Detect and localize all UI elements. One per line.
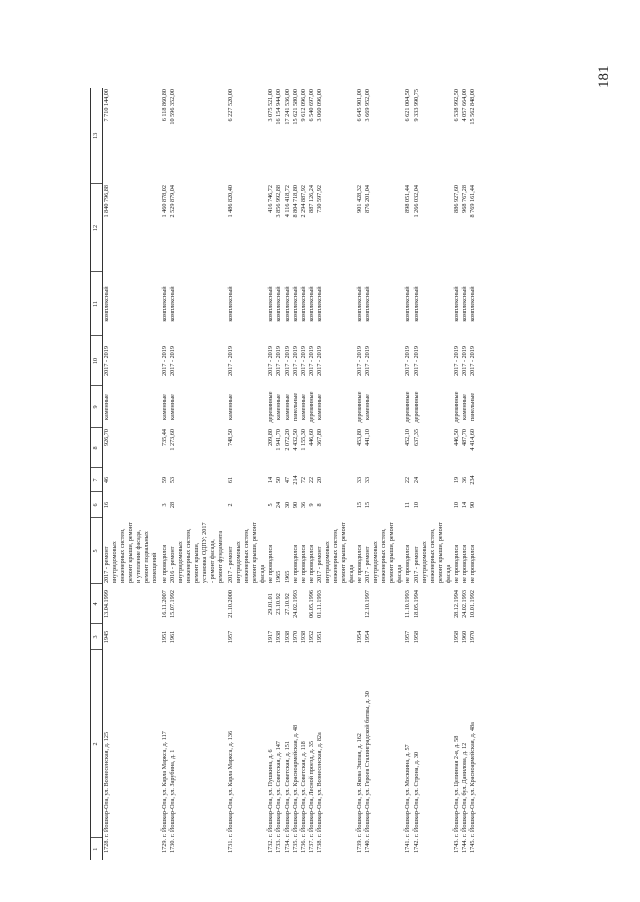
table-cell: не проводился (291, 544, 299, 583)
table-cell: 1917 (267, 630, 275, 644)
table-cell: комплексный (307, 286, 315, 322)
table-cell: 22 (404, 476, 412, 484)
table-cell: не проводился (356, 544, 364, 583)
table-cell: 1 155,30 (299, 429, 307, 451)
table-cell: 9 333 990,75 (412, 89, 420, 122)
table-cell: 1951 (315, 630, 323, 644)
table-cell: 2017 - 2019 (356, 346, 364, 376)
table-cell: 24.02.1993 (460, 590, 468, 618)
table-cell: г. Йошкар-Ола, ул. Вознесенская, д. 125 (103, 731, 110, 837)
table-cell: 18.05.1994 (412, 590, 420, 618)
table-cell: 901 428,32 (356, 185, 364, 213)
table-cell: 234 (468, 475, 476, 485)
column-header: 5 (91, 518, 103, 584)
table-cell: 22 (307, 476, 315, 484)
table-cell: 1958 (452, 630, 460, 644)
table-cell: панельные (468, 392, 476, 422)
table-cell: 2 294 887,92 (299, 185, 307, 218)
table-cell: 13.04.1999 (103, 590, 110, 618)
table-cell: 2017 - 2019 (283, 346, 291, 376)
table-cell: 28 (169, 501, 177, 509)
table-cell: 2017 - 2019 (468, 346, 476, 376)
table-cell: 968 767,28 (460, 185, 468, 213)
table-cell: не проводился (404, 544, 412, 583)
column-header: 4 (91, 584, 103, 624)
table-cell: 6 645 901,00 (356, 89, 364, 122)
table-cell: г. Йошкар-Ола, ул. Москвина, д. 57 (404, 744, 412, 837)
table-cell: не проводился (468, 544, 476, 583)
table-cell: 1731. (227, 839, 235, 853)
table-cell: 6 118 860,80 (161, 89, 168, 122)
table-cell: каменные (169, 394, 177, 420)
table-cell: 1945 (103, 630, 110, 644)
table-cell: 47 (283, 476, 291, 484)
table-cell: 6 227 520,00 (227, 89, 235, 122)
table-cell: 9 612 096,00 (299, 89, 307, 122)
table-cell: 10.01.1992 (468, 590, 476, 618)
table-cell: 24 (412, 476, 420, 484)
column-header: 8 (91, 428, 103, 468)
table-cell: 15.07.1992 (169, 590, 177, 618)
table-cell: каменные (364, 394, 372, 420)
table-cell: 4 057 664,00 (460, 89, 468, 122)
table-cell: 33 (364, 476, 372, 484)
table-cell: 1965 (275, 570, 283, 583)
table-cell: деревянные (267, 391, 275, 423)
table-cell: каменные (227, 394, 235, 420)
table-cell: 9 (307, 503, 315, 507)
table-row (292, 88, 300, 860)
table-cell: 21.10.2000 (227, 590, 235, 618)
table-cell: 1734. (283, 839, 291, 853)
table-cell: 730 597,92 (315, 185, 323, 213)
column-header: 12 (91, 184, 103, 272)
table-cell: 90 (468, 501, 476, 509)
table-cell: 1960 (460, 630, 468, 644)
table-cell: 1938 (275, 630, 283, 644)
table-cell: 4 414,60 (468, 429, 476, 451)
table-cell: деревянные (404, 391, 412, 423)
table-cell: 16.11.2007 (161, 590, 168, 618)
table-cell: 1739. (356, 839, 364, 853)
table-cell: комплексный (364, 286, 372, 322)
table-cell: 36 (299, 501, 307, 509)
table-cell: 33 (356, 476, 364, 484)
table-cell: 2017 - ремонт внутридомовых инженерных систем, ремонт крыши, ремонт фасада (227, 522, 267, 583)
table-cell: 1733. (275, 839, 283, 853)
table-cell: 10 (452, 501, 460, 509)
table-cell: 1738. (315, 839, 323, 853)
table-cell: 30 (283, 501, 291, 509)
table-cell: 72 (299, 476, 307, 484)
table-cell: 2017 - 2019 (291, 346, 299, 376)
table-cell: панельные (291, 392, 299, 422)
table-cell: комплексный (299, 286, 307, 322)
table-cell: комплексный (267, 286, 275, 322)
column-header: 2 (91, 650, 103, 838)
table-cell: 1737. (307, 839, 315, 853)
table-cell: 1732. (267, 839, 275, 853)
table-cell: комплексный (468, 286, 476, 322)
table-row (413, 88, 453, 860)
table-cell: 15 (356, 501, 364, 509)
table-cell: 446,60 (307, 429, 315, 447)
table-cell: 209,80 (267, 429, 275, 447)
table-row (275, 88, 283, 860)
table-row (284, 88, 292, 860)
table-cell: 2016 - ремонт внутридомовых инженерных систем, ремонт крыши, установка ОДПУ; 2017 - ремонт фасада, ремонт фундамента (169, 522, 225, 583)
table-cell: 61 (227, 476, 235, 484)
table-body (103, 88, 478, 860)
table-row (103, 88, 162, 860)
table-cell: г. Йошкар-Ола, ул. Красноармейская, д. 48а (468, 722, 476, 837)
table-cell: 2017 - ремонт внутридомовых инженерных систем, ремонт крыши, ремонт фасада (364, 522, 404, 583)
table-cell: 416 746,72 (267, 185, 275, 213)
table-cell: 2017 - 2019 (161, 346, 168, 376)
table-cell: каменные (275, 394, 283, 420)
table-cell: 16 (103, 501, 110, 509)
table-cell: г. Йошкар-Ола, ул. Советская, д. 118 (299, 741, 307, 837)
table-cell: 1 941,70 (275, 429, 283, 451)
table-cell: 17 241 536,00 (283, 89, 291, 125)
table-cell: 1 460 878,02 (161, 185, 168, 218)
table-cell: 1952 (307, 630, 315, 644)
table-row (364, 88, 404, 860)
table-cell: г. Йошкар-Ола, бул. Данилова, д. 12 (460, 742, 468, 837)
table-cell: комплексный (315, 286, 323, 322)
table-cell: 2017 - 2019 (169, 346, 177, 376)
table-cell: 1744. (460, 839, 468, 853)
table-cell: 1745. (468, 839, 476, 853)
table-cell: 1961 (169, 630, 177, 644)
table-cell: г. Йошкар-Ола, ул. Якова Эшпая, д. 162 (356, 733, 364, 837)
column-header: 11 (91, 272, 103, 336)
table-row (316, 88, 356, 860)
table-cell: комплексный (460, 286, 468, 322)
table-cell: деревянные (356, 391, 364, 423)
table-cell: 06.05.1996 (307, 590, 315, 618)
table-cell: 452,10 (404, 429, 412, 447)
table-cell: каменные (299, 394, 307, 420)
column-header: 10 (91, 336, 103, 386)
rotated-table-container (90, 88, 600, 860)
table-cell: 59 (161, 476, 168, 484)
table-cell: 1957 (404, 630, 412, 644)
table-cell: 7 710 144,00 (103, 89, 110, 122)
table-cell: каменные (283, 394, 291, 420)
table-cell: 14 (267, 476, 275, 484)
table-row (404, 88, 412, 860)
table-cell: г. Йошкар-Ола, ул. Советская, д. 151 (283, 741, 291, 837)
table-cell (300, 584, 308, 624)
table-cell: 11 (404, 502, 412, 508)
table-cell: г. Йошкар-Ола, ул. Советская, д. 147 (275, 741, 283, 837)
table-cell: 1957 (227, 630, 235, 644)
table-cell: комплексный (161, 286, 168, 322)
table-cell: 2017 - 2019 (299, 346, 307, 376)
table-cell: 1970 (291, 630, 299, 644)
table-cell: г. Йошкар-Ола, ул. Красноармейская, д. 48 (291, 724, 299, 837)
table-row (308, 88, 316, 860)
table-cell: комплексный (283, 286, 291, 322)
table-cell: деревянные (307, 391, 315, 423)
table-cell: 3 (161, 503, 168, 507)
table-cell: 2017 - 2019 (307, 346, 315, 376)
table-cell: г. Йошкар-Ола, ул. Пушкина, д. 6 (267, 749, 275, 837)
table-cell: 15 (364, 501, 372, 509)
table-cell: комплексный (275, 286, 283, 322)
table-row (453, 88, 461, 860)
table-cell: 2017 - 2019 (452, 346, 460, 376)
table-cell: 6 621 004,50 (404, 89, 412, 122)
table-cell: 1954 (364, 630, 372, 644)
table-cell: каменные (103, 394, 110, 420)
column-header: 7 (91, 468, 103, 492)
table-cell: 12.10.1997 (364, 590, 372, 618)
table-cell: 19 (452, 476, 460, 484)
table-row (300, 88, 308, 860)
table-cell: 441,10 (364, 429, 372, 447)
table-cell: 2017 - ремонт внутридомовых инженерных систем, ремонт крыши, ремонт и утепление фасада, ремонт подвальных помещений (103, 522, 159, 583)
table-cell: 1 273,60 (169, 429, 177, 451)
table-cell: 6 540 697,00 (307, 89, 315, 122)
table-cell: комплексный (291, 286, 299, 322)
table-cell: 8 769 161,44 (468, 185, 476, 218)
table-cell: комплексный (227, 286, 235, 322)
table-cell: 1729. (161, 839, 168, 853)
table-cell: не проводился (460, 544, 468, 583)
page-number: 181 (596, 65, 612, 88)
column-header: 6 (91, 492, 103, 518)
table-cell: 90 (291, 501, 299, 509)
table-cell: 1938 (299, 630, 307, 644)
table-cell: 487,70 (460, 429, 468, 447)
table-cell: 3 669 952,00 (364, 89, 372, 122)
table-cell: 1951 (161, 630, 168, 644)
table-row (461, 88, 469, 860)
table-cell: 1730. (169, 839, 177, 853)
table-cell: 2017 - 2019 (412, 346, 420, 376)
table-cell: 10 (412, 501, 420, 509)
table-cell: каменные (315, 394, 323, 420)
table-cell: г. Йошкар-Ола, ул. Карла Маркса, д. 136 (227, 730, 235, 837)
table-cell: 3 856 992,88 (275, 185, 283, 218)
table-cell: 2 (227, 503, 235, 507)
table-cell: г. Йошкар-Ола, ул. Героев Сталинградской битвы, д. 30 (364, 691, 372, 837)
table-cell: 27.10.92 (283, 593, 291, 615)
table-cell: 36 (460, 476, 468, 484)
table-cell: 2017 - 2019 (315, 346, 323, 376)
table-cell: 748,50 (227, 429, 235, 447)
table-cell: 2017 - 2019 (267, 346, 275, 376)
table-cell: 898 051,44 (404, 185, 412, 213)
table-cell: 2017 - ремонт внутридомовых инженерных систем, ремонт крыши, ремонт фасада (412, 522, 452, 583)
table-cell: 1740. (364, 839, 372, 853)
table-cell: г. Йошкар-Ола, Лесной проезд, д. 35 (307, 741, 315, 837)
table-cell: 1965 (283, 570, 291, 583)
table-cell: 2 072,20 (283, 429, 291, 451)
table-cell (356, 584, 364, 624)
table-cell: не проводился (299, 544, 307, 583)
table-cell: 3 075 521,00 (267, 89, 275, 122)
table-cell: комплексный (169, 286, 177, 322)
table-cell: 28.12.1994 (452, 590, 460, 618)
table-cell: 446,50 (452, 429, 460, 447)
table-cell: 735,44 (161, 429, 168, 447)
column-header: 3 (91, 624, 103, 650)
column-header: 9 (91, 386, 103, 428)
table-cell: 453,80 (356, 429, 364, 447)
table-cell: 16 154 944,00 (275, 89, 283, 125)
table-cell: 1728. (103, 839, 110, 853)
table-cell: 2017 - 2019 (103, 346, 110, 376)
table-cell: 1958 (412, 630, 420, 644)
table-cell: 1 840 796,88 (103, 185, 110, 218)
table-cell: 886 927,60 (452, 185, 460, 213)
table-row (227, 88, 267, 860)
table-cell: 1741. (404, 839, 412, 853)
table-cell: 2017 - 2019 (364, 346, 372, 376)
table-cell: 1954 (356, 630, 364, 644)
table-cell: не проводился (161, 544, 168, 583)
table-cell: 5 (267, 503, 275, 507)
table-cell: 2 529 879,04 (169, 185, 177, 218)
table-cell: 2017 - 2019 (460, 346, 468, 376)
table-cell: 2017 - 2019 (404, 346, 412, 376)
table-cell: комплексный (412, 286, 420, 322)
table-cell: деревянные (412, 391, 420, 423)
table-cell: 1970 (468, 630, 476, 644)
table-cell: 01.11.1993 (315, 590, 323, 618)
table-cell: 11.10.1993 (404, 590, 412, 618)
table-cell: 50 (275, 476, 283, 484)
table-cell: 1938 (283, 630, 291, 644)
table-cell: г. Йошкар-Ола, ул. Карла Маркса, д. 117 (161, 731, 168, 837)
table-cell: 29.01.01 (267, 593, 275, 615)
table-cell: комплексный (404, 286, 412, 322)
table-row (356, 88, 364, 860)
table-cell: комплексный (356, 286, 364, 322)
table-cell: г. Йошкар-Ола, ул. Зарубина, д. 1 (169, 749, 177, 837)
table-cell: 10 596 352,00 (169, 89, 177, 125)
table-cell: г. Йошкар-Ола, ул. Вознесенская, д. 82а (315, 732, 323, 837)
table-cell: 8 804 718,80 (291, 185, 299, 218)
table-row (169, 88, 227, 860)
table-cell: 367,80 (315, 429, 323, 447)
table-cell: 15 562 848,00 (468, 89, 476, 125)
table-cell: 1735. (291, 839, 299, 853)
table-cell: 1 486 820,40 (227, 185, 235, 218)
table-cell: деревянные (452, 391, 460, 423)
table-cell: комплексный (103, 286, 110, 322)
table-cell: 15 621 580,00 (291, 89, 299, 125)
table-cell: 8 (315, 503, 323, 507)
table-cell: 2017 - 2019 (227, 346, 235, 376)
column-header: 13 (91, 88, 103, 184)
header-row (91, 88, 103, 860)
table-cell: г. Йошкар-Ола, ул. Целинная 2-я, д. 58 (452, 735, 460, 837)
table-cell: не проводился (307, 544, 315, 583)
table-cell: 887 126,24 (307, 185, 315, 213)
table-cell: 637,35 (412, 429, 420, 447)
table-cell: 23.10.92 (275, 593, 283, 615)
table-cell: 3 060 096,00 (315, 89, 323, 122)
column-header: 1 (91, 838, 103, 860)
table-row (161, 88, 169, 860)
table-cell: 1743. (452, 839, 460, 853)
table-cell: не проводился (267, 544, 275, 583)
table-cell: 1 266 032,04 (412, 185, 420, 218)
table-cell: 24.02.1993 (291, 590, 299, 618)
table-cell: 14 (460, 501, 468, 509)
table-cell: каменные (460, 394, 468, 420)
table-cell: 53 (169, 476, 177, 484)
table-cell: каменные (161, 394, 168, 420)
housing-repair-table (90, 88, 477, 860)
table-cell: 4 432,50 (291, 429, 299, 451)
table-cell: 214 (291, 475, 299, 485)
table-cell: 24 (275, 501, 283, 509)
table-cell: 926,70 (103, 429, 110, 447)
table-cell: 20 (315, 476, 323, 484)
table-cell: 2017 - ремонт внутридомовых инженерных систем, ремонт крыши, ремонт фасада (315, 522, 355, 583)
table-cell: 4 116 418,72 (283, 185, 291, 218)
table-cell: комплексный (452, 286, 460, 322)
table-cell: 876 201,04 (364, 185, 372, 213)
table-cell: 2017 - 2019 (275, 346, 283, 376)
table-cell: 1742. (412, 839, 420, 853)
table-row (469, 88, 477, 860)
table-cell: г. Йошкар-Ола, ул. Строна, д. 30 (412, 751, 420, 837)
table-cell: 6 538 992,50 (452, 89, 460, 122)
table-cell: 1736. (299, 839, 307, 853)
table-cell: 46 (103, 476, 110, 484)
table-cell: не проводился (452, 544, 460, 583)
